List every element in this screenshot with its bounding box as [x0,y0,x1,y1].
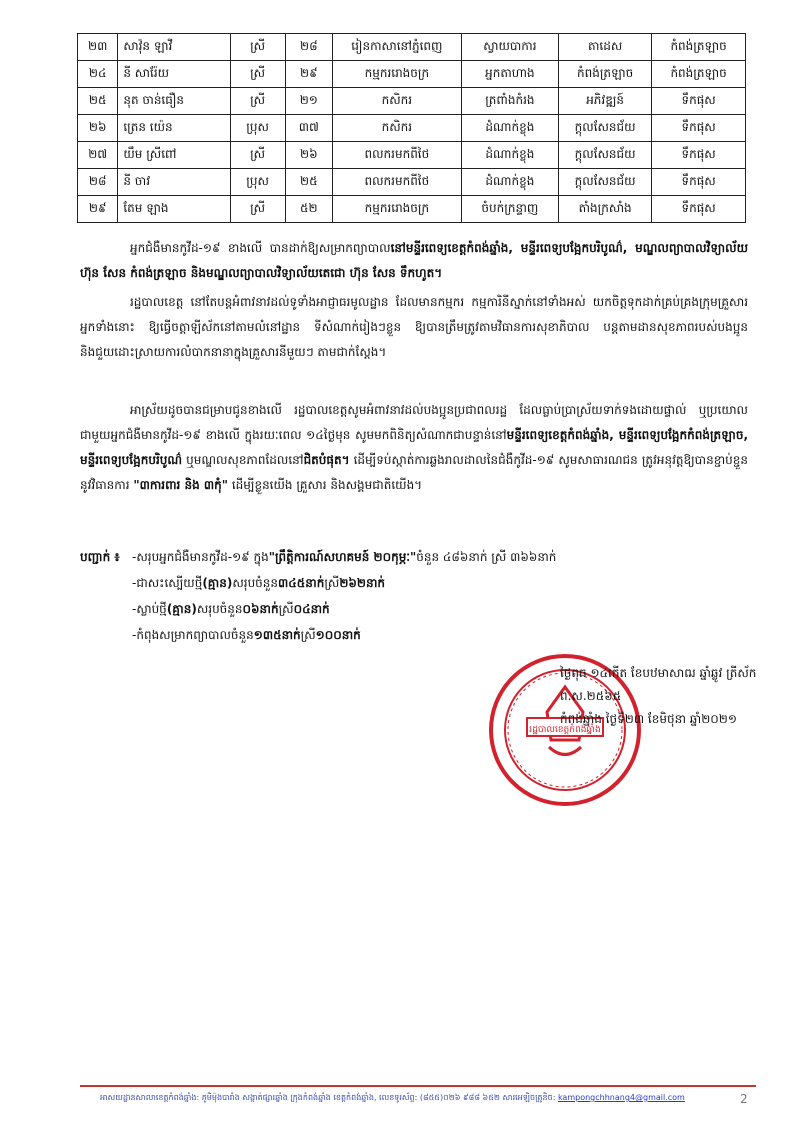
cell-commune: កំពង់ត្រឡាច [652,61,746,88]
cases-table [77,33,746,223]
table-row [78,115,746,142]
cell-sex: ស្រី [230,61,285,88]
cell-relation: ដំណាក់ខ្លុង [461,115,558,142]
cell-no: ២៥ [78,88,118,115]
footer-address [100,1092,740,1104]
cell-sex: ប្រុស [230,169,285,196]
cell-sex: ស្រី [230,142,285,169]
note4-female: ១០០នាក់ [315,628,361,642]
cell-origin: ក្តុលសែនជ័យ [559,115,652,142]
cell-age: ២៨ [285,34,332,61]
cell-age: ២៦ [285,142,332,169]
cell-no: ២៣ [78,34,118,61]
cell-sex: ស្រី [230,34,285,61]
cell-relation: ស្វាយបាការ [461,34,558,61]
footer-text: អាសយដ្ឋានសាលាខេត្តកំពង់ឆ្នាំង: ភូមិម៉ុងបារាំង សង្កាត់ផ្សារឆ្នាំង ក្រុងកំពង់ឆ្នាំង ខេត្តកំពង់ឆ្នាំង, លេខទូរស័ព្ទ: (៨៥៥)០២៦ ៩៨៨ ៦៥២ សារអេឡិចត្រូនិច: [100,1093,558,1102]
note4-total: ១៣៥នាក់ [253,628,301,642]
note2-e: ស្រី [324,576,340,590]
table-row [78,169,746,196]
cell-sex: ស្រី [230,88,285,115]
note3-c: សរុបចំនួន [196,602,243,616]
note3-female: ០៤នាក់ [293,602,330,616]
cell-commune: ទឹកផុស [652,88,746,115]
cell-relation: ដំណាក់ខ្លុង [461,169,558,196]
cell-origin: តាដេស [559,34,652,61]
footer-email-link[interactable]: kampongchhnang4@gmail.com [557,1093,685,1102]
cell-occupation: រៀនកាសានៅភ្នំពេញ [333,34,462,61]
p3-hospitals: មន្ទីរពេទ្យខេត្តកំពង់ឆ្នាំង, មន្ទីរពេទ្យបង្អែកកំពង់ត្រឡាច, មន្ទីរពេទ្យបង្អែកបរិបូណ៌ [80,428,748,467]
cell-relation: អ្នកតាហាង [461,61,558,88]
note2-c: សរុបចំនួន [232,576,279,590]
note3-total: ០៦នាក់ [242,602,279,616]
cell-origin: អភិវឌ្ឍន៍ [559,88,652,115]
cell-origin: ក្តុលសែនជ័យ [559,169,652,196]
cell-occupation: កសិករ [333,115,462,142]
cell-commune: កំពង់ត្រឡាច [652,34,746,61]
note-total-cases [80,544,720,570]
cell-occupation: កសិករ [333,88,462,115]
cell-age: ២៩ [285,61,332,88]
cell-commune: ទឹកផុស [652,142,746,169]
cell-commune: ទឹកផុស [652,115,746,142]
p3-slogan: "៣ការពារ និង ៣កុំ" [133,478,229,492]
cell-relation: ដំណាក់ខ្លុង [461,142,558,169]
note1-a: -សរុបអ្នកជំងឺមានកូវីដ-១៩ ក្នុង [132,550,269,564]
table-row [78,88,746,115]
table-row [78,61,746,88]
signature-block [560,662,800,731]
cell-name: នុត ចាន់ធឿន [118,88,230,115]
cell-no: ២៧ [78,142,118,169]
lunar-date: ថ្ងៃពុធ ១៤កើត ខែបឋមាសាឍ ឆ្នាំឆ្លូវ ត្រីស័ក ព.ស.២៥៦៥ [560,666,757,703]
stamp-text: រដ្ឋបាលខេត្តកំពង់ឆ្នាំង [529,725,601,735]
cell-relation: ត្រពាំងកំរង [461,88,558,115]
cell-commune: ទឹកផុស [652,196,746,223]
table-row [78,142,746,169]
cell-age: ៣៧ [285,115,332,142]
cell-name: សាវ៉ុន ឡាវី [118,34,230,61]
note2-a: -ជាសះស្បើយថ្មី [132,576,203,590]
cell-commune: ទឹកផុស [652,169,746,196]
cell-origin: ក្តុលសែនជ័យ [559,142,652,169]
cell-origin: កំពង់ត្រឡាច [559,61,652,88]
note1-count: ចំនួន ៤៨៦នាក់ ស្រី ៣៦៦នាក់ [416,550,557,564]
cell-name: នី ចាវ [118,169,230,196]
p1-text: អ្នកជំងឺមានកូវីដ-១៩ ខាងលើ បានដាក់ឱ្យសម្រាកព្យាបាល [130,241,391,255]
cell-occupation: ពលករមកពីថៃ [333,169,462,196]
notes-label: បញ្ជាក់ ៖ [80,550,120,564]
note4-c: ស្រី [300,628,316,642]
p1-hospitals: នៅមន្ទីរពេទ្យខេត្តកំពង់ឆ្នាំង, មន្ទីរពេទ្យបង្អែកបរិបូណ៌, មណ្ឌលព្យាបាលវិទ្យាល័យ ហ៊ុន សែន កំពង់ត្រឡាច និងមណ្ឌលព្យាបាលវិទ្យាល័យតេជោ ហ៊ុន សែន ទឹកហូត។ [80,241,748,280]
paragraph-appeal-authorities: រដ្ឋបាលខេត្ត នៅតែបន្តអំពាវនាវដល់ទូទាំងអាជ្ញាធរមូលដ្ឋាន ដែលមានកម្មករ កម្មការិនីស្នាក់នៅទាំងអស់ យកចិត្តទុកដាក់គ្រប់គ្រងក្រុមគ្រួសារអ្នកទាំងនោះ ឱ្យធ្វើចត្តាឡីស័កនៅតាមលំនៅដ្ឋាន ទីសំណាក់រៀងៗខ្លួន ឱ្យបានត្រឹមត្រូវតាមវិធានការសុខាភិបាល បន្តតាមដានសុខភាពរបស់បងប្អូន និងជួយដោះស្រាយការលំបាកនានាក្នុងគ្រួសារនីមួយៗ តាមជាក់ស្តែង។ [80,295,748,359]
cell-name: យឹម ស្រីពៅ [118,142,230,169]
p3-text-g: ដើម្បីខ្លួនយើង គ្រួសារ និងសង្គមជាតិយើង។ [228,478,423,492]
page-number: 2 [740,1092,748,1106]
note-recovered [80,570,720,596]
summary-notes [80,544,720,648]
cell-name: ត្រេន យ៉េន [118,115,230,142]
cell-sex: ស្រី [230,196,285,223]
cell-age: ២៥ [285,169,332,196]
note1-event: "ព្រឹត្តិការណ៍សហគមន៍ ២០កុម្ភៈ" [268,550,417,564]
table-row [78,34,746,61]
p3-text-c: ឬមណ្ឌលសុខភាពដែលនៅ [182,453,304,467]
cell-sex: ប្រុស [230,115,285,142]
paragraph-hospitalization [80,236,748,286]
note4-a: -កំពុងសម្រាកព្យាបាលចំនួន [132,628,254,642]
cell-age: ៥២ [285,196,332,223]
cell-no: ២៩ [78,196,118,223]
cell-name: នី សារ៉ែយ [118,61,230,88]
cell-name: តែម ឡាង [118,196,230,223]
note3-a: -ស្លាប់ថ្មី [132,602,167,616]
footer-rule [80,1085,756,1087]
p3-text-e: ដើម្បីទប់ស្កាត់ការឆ្លងរាលដាលនៃជំងឺកូវីដ-១៩ សូមសាធារណជន ត្រូវអនុវត្តឱ្យបានខ្ជាប់ខ្ជួននូវវិធានការ [80,453,748,492]
cell-occupation: ពលករមកពីថៃ [333,142,462,169]
p3-nearest: ជិតបំផុត។ [303,453,350,467]
paragraph-appeal-public [80,398,748,498]
solar-date: កំពង់ឆ្នាំង ថ្ងៃទី២៣ ខែមិថុនា ឆ្នាំ២០២១ [560,712,737,726]
note3-e: ស្រី [278,602,294,616]
cell-occupation: កម្មកររោងចក្រ [333,61,462,88]
note2-female: ២៦២នាក់ [339,576,386,590]
table-row [78,196,746,223]
p3-text-a: អាស្រ័យដូចបានជម្រាបជូនខាងលើ រដ្ឋបាលខេត្តសូមអំពាវនាវដល់បងប្អូនប្រជាពលរដ្ឋ ដែលធ្លាប់ប្រាស្រ័យទាក់ទងដោយផ្ទាល់ ឬប្រយោលជាមួយអ្នកជំងឺមានកូវីដ-១៩ ខាងលើ ក្នុងរយៈពេល ១៤ថ្ងៃមុន សូមមកពិនិត្យសំណាកជាបន្ទាន់នៅ [80,403,748,442]
cell-age: ២១ [285,88,332,115]
note-deaths [80,596,720,622]
cell-no: ២៨ [78,169,118,196]
cell-origin: តាំងក្រសាំង [559,196,652,223]
cell-occupation: កម្មកររោងចក្រ [333,196,462,223]
note2-none: (គ្មាន) [202,576,233,590]
cell-no: ២៤ [78,61,118,88]
cell-no: ២៦ [78,115,118,142]
note2-total: ៣៤៥នាក់ [278,576,325,590]
cell-relation: ចំបក់ក្រន្ទាញ [461,196,558,223]
note3-none: (គ្មាន) [166,602,197,616]
note-in-treatment [80,622,720,648]
